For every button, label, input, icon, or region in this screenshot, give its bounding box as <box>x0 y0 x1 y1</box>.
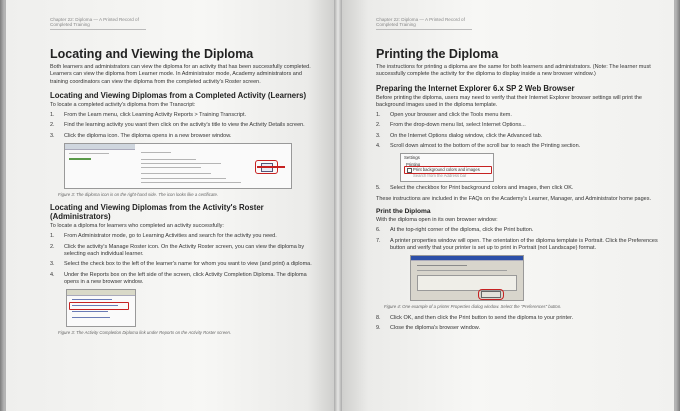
section-lead: To locate a diploma for learners who completed an activity successfully: <box>50 223 224 230</box>
section-lead: To locate a completed activity's diploma from the Transcript: <box>50 101 196 108</box>
list-item: 3. Select the check box to the left of the learner's name for whom you want to view (and print) a diploma. <box>50 261 312 268</box>
reports-screenshot <box>66 289 136 327</box>
list-item: 8. Click OK, and then click the Print button to send the diploma to your printer. <box>376 315 574 322</box>
running-header: Chapter 22: Diploma — A Printed Record of Completed Training <box>50 17 146 30</box>
section-heading: Locating and Viewing Diplomas from the Activity's Roster (Administrators) <box>50 203 264 222</box>
section-heading: Print the Diploma <box>376 207 431 215</box>
section-heading: Preparing the Internet Explorer 6.x SP 2 Web Browser <box>376 83 575 93</box>
figure-caption: Figure 3: The Activity Completion Diploma link under Reports on the Activity Roster screen. <box>58 330 232 336</box>
steps-list <box>50 233 316 286</box>
list-item: 1. From Administrator mode, go to Learning Activities and search for the activity you need. <box>50 233 277 240</box>
note-paragraph: These instructions are included in the FAQs on the Academy's Learner, Manager, and Administrator home pages. <box>376 195 651 202</box>
list-item: 4. Scroll down almost to the bottom of the scroll bar to reach the Printing section. <box>376 143 581 150</box>
running-header: Chapter 22: Diploma — A Printed Record of Completed Training <box>376 17 472 30</box>
figure-caption: Figure 4: One example of a printer Properties dialog window. Select the "Preferences" button. <box>384 304 562 310</box>
figure-caption: Figure 3: The diploma icon is on the right-hand side. The icon looks like a certificate. <box>58 192 219 198</box>
list-item: 7. A printer properties window will open. The orientation of the diploma template is Portrait. Click the Preferences button and verify that your printer is set up to print in Portrait (not Landscape) format. <box>376 237 658 251</box>
section-lead: Before printing the diploma, users may need to verify that their Internet Explorer browser settings will print the background images used in the diploma template. <box>376 94 642 108</box>
steps-list <box>50 112 316 140</box>
list-item: 5. Select the checkbox for Print background colors and images, then click OK. <box>376 185 574 192</box>
list-item: 4. Under the Reports box on the left side of the screen, click Activity Completion Diploma. The diploma opens in a new browser window. <box>50 271 307 285</box>
list-item: 2. Click the activity's Manage Roster icon. On the Activity Roster screen, you can view the diploma by selecting each individual learner. <box>50 243 305 257</box>
steps-list <box>376 112 660 150</box>
left-page <box>6 0 334 411</box>
list-item: 1. Open your browser and click the Tools menu item. <box>376 112 512 119</box>
intro-paragraph: The instructions for printing a diploma are the same for both learners and administrators. (Note: The learner must successfully complete the activity for the diploma to display inside a new browser window.) <box>376 64 651 78</box>
book-spine <box>334 0 342 411</box>
section-heading: Locating and Viewing Diplomas from a Completed Activity (Learners) <box>50 90 307 100</box>
transcript-screenshot <box>64 143 292 189</box>
right-page <box>342 0 674 411</box>
steps-list <box>376 227 660 252</box>
list-item: 3. Click the diploma icon. The diploma opens in a new browser window. <box>50 132 232 139</box>
settings-screenshot: Settings Printing Print background colors and images Search from the Address bar <box>400 153 494 182</box>
list-item: 2. From the drop-down menu list, select Internet Options... <box>376 122 526 129</box>
list-item: 3. On the Internet Options dialog window, click the Advanced tab. <box>376 132 543 139</box>
list-item: 6. At the top-right corner of the diploma, click the Print button. <box>376 227 534 234</box>
section-lead: With the diploma open in its own browser window: <box>376 216 498 223</box>
page-title: Printing the Diploma <box>376 47 499 61</box>
list-item: 2. Find the learning activity you want then click on the activity's title to view the Activity Details screen. <box>50 122 305 129</box>
list-item: 1. From the Learn menu, click Learning Activity Reports > Training Transcript. <box>50 112 247 119</box>
list-item: 9. Close the diploma's browser window. <box>376 325 481 332</box>
printer-properties-screenshot <box>410 255 524 301</box>
intro-paragraph: Both learners and administrators can view the diploma for an activity that has been successfully completed. Learners can view the diploma from Learner mode. In Administrator mode, Academy administrators and training coordinators can view the diploma from the completed activity's Roster screen. <box>50 64 311 85</box>
steps-list <box>376 315 660 333</box>
page-title: Locating and Viewing the Diploma <box>50 47 254 61</box>
steps-list <box>376 185 660 192</box>
